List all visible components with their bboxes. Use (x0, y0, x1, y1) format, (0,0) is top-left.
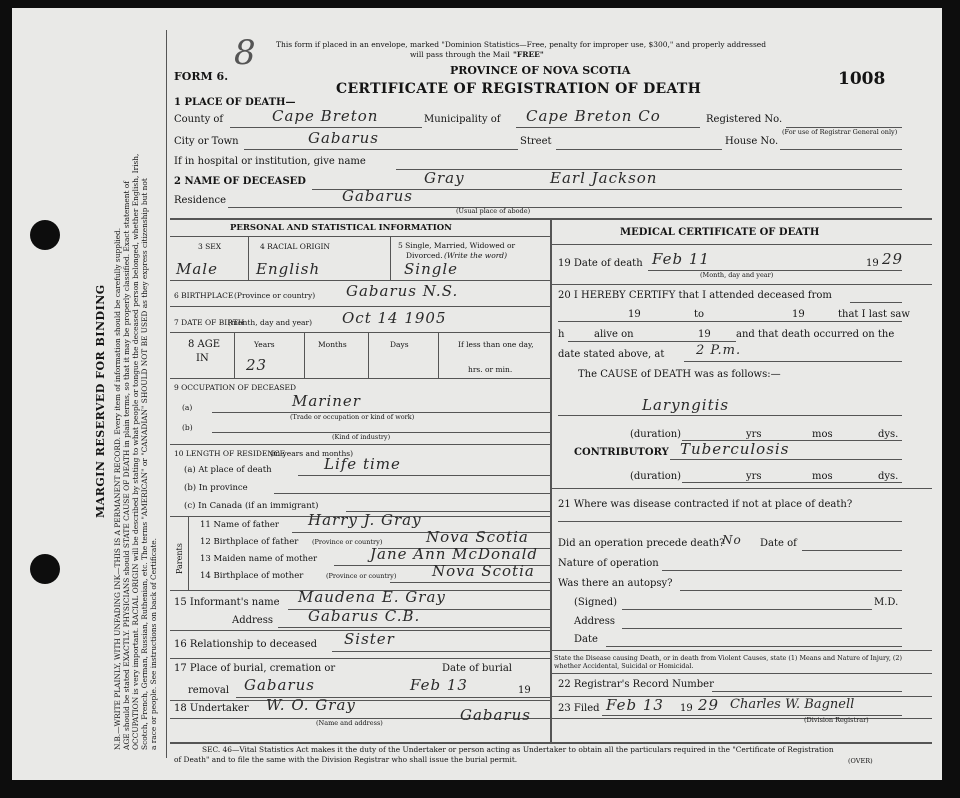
cause-value: Laryngitis (642, 396, 730, 414)
father-bp-label: 12 Birthplace of father (200, 537, 299, 547)
undertaker-label: 18 Undertaker (174, 703, 249, 714)
binding-hole (30, 554, 60, 584)
certificate-title: CERTIFICATE OF REGISTRATION OF DEATH (336, 81, 702, 97)
date-of-label: Date of (760, 538, 797, 549)
to-label: to (694, 309, 705, 320)
to-year-prefix: 19 (792, 309, 805, 320)
hrs-min-label: hrs. or min. (468, 365, 513, 374)
operation-label: Did an operation precede death? (558, 538, 725, 549)
margin-line: OCCUPATION is very important. RACIAL ORIGIN will be described by stating to what people or tongue the deceased person belonged, whether English, Irish, (131, 153, 141, 750)
alive-year-prefix: 19 (698, 329, 711, 340)
at-place-label: (a) At place of death (184, 465, 272, 475)
mother-label: 13 Maiden name of mother (200, 554, 318, 564)
municipality-value: Cape Breton Co (526, 107, 661, 125)
personal-info-heading: PERSONAL AND STATISTICAL INFORMATION (230, 223, 452, 233)
age-label-2: IN (196, 353, 209, 364)
occupation-value: Mariner (292, 392, 361, 410)
mother-bp-value: Nova Scotia (432, 562, 535, 580)
sex-value: Male (176, 260, 218, 278)
occupation-b: (b) (182, 423, 193, 432)
alive-on-label: alive on (594, 329, 634, 340)
birthplace-hint: (Province or country) (234, 291, 316, 300)
removal-label: removal (188, 685, 230, 696)
form-number: FORM 6. (174, 70, 229, 83)
dys-label-2: dys. (878, 471, 899, 482)
contributory-label: CONTRIBUTORY (574, 447, 669, 458)
margin-line: Scotch, French, German, Russian, Ruthenian, etc. The terms "AMERICAN" or "CANADIAN" SHOULD NOT BE USED as they express citizenship but not (140, 178, 150, 750)
violent-causes-text: State the Disease causing Death, or in death from Violent Causes, state (1) Means and Nature of Injury, (2) whether Accidental, Suicidal or Homicidal. (554, 654, 902, 671)
surname-value: Gray (424, 169, 465, 187)
burial-place-value: Gabarus (244, 676, 315, 694)
md-date-label: Date (574, 634, 598, 645)
months-label: Months (318, 340, 347, 349)
margin-border (166, 30, 167, 758)
racial-origin-value: English (256, 260, 321, 278)
registrar-use-note: (For use of Registrar General only) (782, 128, 898, 136)
top-note-2: will pass through the Mail (410, 50, 510, 59)
last-saw-label: that I last saw (838, 309, 910, 320)
father-label: 11 Name of father (200, 520, 279, 530)
given-name-value: Earl Jackson (550, 169, 658, 187)
death-year-prefix: 19 (866, 258, 879, 269)
father-value: Harry J. Gray (308, 511, 422, 529)
county-value: Cape Breton (272, 107, 379, 125)
margin-line: a race or people. See instructions on back of Certificate. (149, 537, 159, 750)
occupation-a: (a) (182, 403, 193, 412)
marital-label-2: Divorced. (406, 251, 443, 260)
death-year-value: 29 (882, 250, 904, 268)
certificate-number: 1008 (838, 69, 886, 89)
margin-line: AGE should be stated EXACTLY. PHYSICIANS should STATE CAUSE OF DEATH in plain terms, so that it may be properly classified. Exact statement of (122, 181, 132, 750)
undertaker-address-value: Gabarus (460, 706, 531, 724)
usual-abode-note: (Usual place of abode) (456, 207, 531, 215)
yrs-label-2: yrs (746, 471, 762, 482)
in-province-label: (b) In province (184, 483, 248, 493)
hospital-label: If in hospital or institution, give name (174, 156, 366, 167)
margin-line: N.B.—WRITE PLAINLY, WITH UNFADING INK—THIS IS A PERMANENT RECORD. Every item of information should be carefully supplied. (113, 227, 122, 750)
informant-label: 15 Informant's name (174, 597, 280, 608)
municipality-label: Municipality of (424, 114, 501, 125)
mos-label: mos (812, 429, 833, 440)
mother-value: Jane Ann McDonald (370, 545, 539, 563)
over-note: (OVER) (848, 757, 873, 765)
duration-label: (duration) (630, 429, 682, 440)
death-time-value: 2 P.m. (696, 343, 742, 358)
top-note-free: "FREE" (513, 50, 544, 59)
top-note: This form if placed in an envelope, marked "Dominion Statistics—Free, penalty for improper use, $300," and properly addressed (276, 40, 767, 49)
length-residence-label: 10 LENGTH OF RESIDENCE (174, 449, 286, 458)
marital-value: Single (404, 260, 459, 278)
autopsy-label: Was there an autopsy? (558, 578, 673, 589)
operation-value: No (722, 533, 742, 547)
burial-date-value: Feb 13 (410, 676, 468, 694)
md-address-label: Address (574, 616, 615, 627)
signed-label: (Signed) (574, 597, 618, 608)
sec46-note-2: of Death" and to file the same with the Division Registrar who shall issue the burial permit. (174, 755, 518, 764)
residence-label: Residence (174, 195, 227, 206)
dob-label: 7 DATE OF BIRTH (174, 318, 245, 327)
undertaker-value: W. O. Gray (266, 696, 356, 714)
date-death-label: 19 Date of death (558, 258, 643, 269)
date-burial-label: Date of burial (442, 663, 512, 674)
md-label: M.D. (874, 597, 899, 608)
occupation-label: 9 OCCUPATION OF DECEASED (174, 383, 297, 392)
racial-origin-label: 4 RACIAL ORIGIN (260, 242, 330, 251)
name-deceased-label: 2 NAME OF DECEASED (174, 176, 306, 187)
less-than-day-label: If less than one day, (458, 340, 534, 349)
filed-label: 23 Filed (558, 703, 600, 714)
occupation-a-hint: (Trade or occupation or kind of work) (290, 413, 415, 421)
mother-bp-label: 14 Birthplace of mother (200, 571, 304, 581)
duration-label-2: (duration) (630, 471, 682, 482)
birthplace-value: Gabarus N.S. (346, 282, 459, 300)
burial-year-prefix: 19 (518, 685, 531, 696)
registrar-signature: Charles W. Bagnell (730, 697, 855, 712)
division-registrar-note: (Division Registrar) (804, 716, 869, 724)
prov-country-hint-2: (Province or country) (326, 572, 397, 580)
date-stated-label: date stated above, at (558, 349, 665, 360)
cause-label: The CAUSE of DEATH was as follows:— (578, 369, 781, 380)
filed-date-value: Feb 13 (606, 696, 664, 714)
binding-hole (30, 220, 60, 250)
length-residence-hint: (in years and months) (270, 449, 354, 458)
province: PROVINCE OF NOVA SCOTIA (450, 64, 631, 77)
margin-title: MARGIN RESERVED FOR BINDING (94, 284, 107, 518)
city-value: Gabarus (308, 129, 379, 147)
nature-op-label: Nature of operation (558, 558, 659, 569)
days-label: Days (390, 340, 409, 349)
age-label: 8 AGE (188, 339, 221, 350)
marital-label: 5 Single, Married, Widowed or (398, 241, 516, 250)
parents-label: Parents (175, 543, 184, 574)
age-years-value: 23 (246, 356, 268, 374)
name-address-note: (Name and address) (316, 719, 383, 727)
pencil-mark: 8 (234, 33, 257, 73)
death-occurred-label: and that death occurred on the (736, 329, 895, 340)
at-place-value: Life time (324, 455, 401, 473)
from-year-prefix: 19 (628, 309, 641, 320)
sex-label: 3 SEX (198, 242, 222, 251)
death-date-value: Feb 11 (652, 250, 710, 268)
street-label: Street (520, 136, 552, 147)
month-day-year-note: (Month, day and year) (700, 271, 774, 279)
informant-value: Maudena E. Gray (298, 588, 446, 606)
city-label: City or Town (174, 136, 239, 147)
certify-label: 20 I HEREBY CERTIFY that I attended deceased from (558, 290, 832, 301)
years-label: Years (254, 340, 275, 349)
relationship-value: Sister (344, 630, 395, 648)
dob-hint: (month, day and year) (228, 318, 313, 327)
record-number-label: 22 Registrar's Record Number (558, 679, 714, 690)
occupation-b-hint: (Kind of industry) (332, 433, 391, 441)
registered-no-label: Registered No. (706, 114, 783, 125)
mos-label-2: mos (812, 471, 833, 482)
dob-value: Oct 14 1905 (342, 309, 447, 327)
margin-instructions (113, 154, 158, 750)
informant-address-value: Gabarus C.B. (308, 607, 421, 625)
birthplace-label: 6 BIRTHPLACE (174, 291, 234, 300)
medical-cert-heading: MEDICAL CERTIFICATE OF DEATH (620, 227, 820, 238)
contributory-value: Tuberculosis (680, 440, 790, 458)
h-label: h (558, 329, 565, 340)
informant-address-label: Address (232, 615, 273, 626)
house-no-label: House No. (725, 136, 779, 147)
violent-causes-note (554, 654, 924, 671)
filed-year-prefix: 19 (680, 703, 693, 714)
residence-value: Gabarus (342, 187, 413, 205)
dys-label: dys. (878, 429, 899, 440)
place-of-death-label: 1 PLACE OF DEATH— (174, 97, 296, 108)
certificate-document (12, 8, 942, 780)
father-bp-value: Nova Scotia (426, 528, 529, 546)
county-label: County of (174, 114, 224, 125)
relationship-label: 16 Relationship to deceased (174, 639, 318, 650)
yrs-label: yrs (746, 429, 762, 440)
in-canada-label: (c) In Canada (if an immigrant) (184, 501, 319, 511)
contracted-label: 21 Where was disease contracted if not at place of death? (558, 499, 853, 510)
sec46-note: SEC. 46—Vital Statistics Act makes it the duty of the Undertaker or person acting as Undertaker to obtain all the particulars required in the "Certificate of Registration (202, 745, 834, 754)
prov-country-hint: (Province or country) (312, 538, 383, 546)
burial-label: 17 Place of burial, cremation or (174, 663, 336, 674)
filed-year-value: 29 (698, 696, 720, 714)
marital-hint: (Write the word) (444, 251, 508, 260)
